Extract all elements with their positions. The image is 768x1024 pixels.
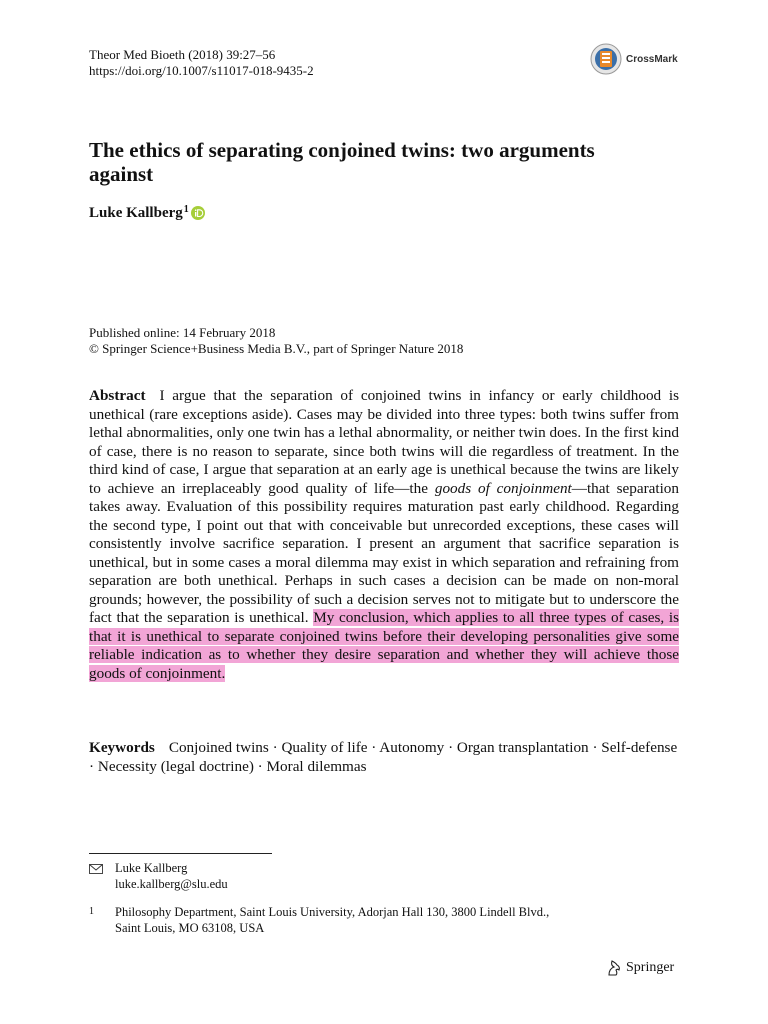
author-line <box>89 205 205 222</box>
publisher-name: Springer <box>626 960 675 975</box>
journal-citation: Theor Med Bioeth (2018) 39:27–56 <box>89 47 276 62</box>
doi-link[interactable]: https://doi.org/10.1007/s11017-018-9435-2 <box>89 63 314 78</box>
author-name[interactable]: Luke Kallberg <box>89 205 183 221</box>
springer-horse-icon <box>606 959 622 977</box>
crossmark-badge[interactable] <box>590 43 678 75</box>
abstract-highlighted-conclusion[interactable]: My conclusion, which applies to all three types of cases, is that it is unethical to separate conjoined twins before their developing personalities give some reliable indication as to whether they desire separation and whether they will achieve those goods of conjoinment. <box>89 609 679 682</box>
abstract-italic-term: goods of conjoinment <box>434 479 572 497</box>
author-affiliation-mark: 1 <box>183 204 189 215</box>
affiliation-line-2: Saint Louis, MO 63108, USA <box>115 921 265 935</box>
journal-header <box>89 47 314 79</box>
footnote-divider <box>89 853 272 854</box>
abstract <box>89 387 679 683</box>
crossmark-label: CrossMark <box>626 53 678 65</box>
keywords <box>89 739 679 776</box>
abstract-label: Abstract <box>89 387 146 404</box>
corresponding-author <box>89 860 228 892</box>
abstract-text-part2: —that separation takes away. Evaluation of this possibility requires maturation past early childhood. Regarding the second type, I point out that with conceivable but unrecorded exceptions, these cases will consistently involve sacrifice separation. I present an argument that sacrifice separation is unethical, but in some cases a moral dilemma may exist in which separation and refraining from separation are both unethical. Perhaps in such cases a decision can be made on non-moral grounds; however, the possibility of such a decision serves not to mitigate but to underscore the fact that the separation is unethical. <box>89 479 679 626</box>
affiliation <box>89 904 549 936</box>
crossmark-icon <box>590 43 622 75</box>
published-date: Published online: 14 February 2018 <box>89 325 276 340</box>
article-title: The ethics of separating conjoined twins: two arguments against <box>89 138 595 186</box>
corresponding-email[interactable]: luke.kallberg@slu.edu <box>115 877 228 891</box>
affiliation-line-1: Philosophy Department, Saint Louis University, Adorjan Hall 130, 3800 Lindell Blvd., <box>115 905 550 919</box>
keywords-label: Keywords <box>89 739 155 756</box>
publisher-logo <box>606 959 674 977</box>
keywords-text: Conjoined twins · Quality of life · Autonomy · Organ transplantation · Self-defense · Necessity (legal doctrine) · Moral dilemmas <box>89 739 678 775</box>
orcid-icon[interactable] <box>191 206 205 220</box>
corresponding-name: Luke Kallberg <box>115 861 188 875</box>
publication-info <box>89 325 463 357</box>
abstract-text-part1: I argue that the separation of conjoined twins in infancy or early childhood is unethical (rare exceptions aside). Cases may be divided into three types: both twins suffer from lethal abnormalities, only one twin has a lethal abnormality, or neither twin does. In the first kind of case, there is no reason to separate, since both twins will die regardless of treatment. In the third kind of case, I argue that separation at an early age is unethical because the twins are likely to achieve an irreplaceably good quality of life—the <box>89 387 679 497</box>
affiliation-number: 1 <box>89 906 94 917</box>
envelope-icon <box>89 864 103 874</box>
copyright-line: © Springer Science+Business Media B.V., part of Springer Nature 2018 <box>89 341 464 356</box>
